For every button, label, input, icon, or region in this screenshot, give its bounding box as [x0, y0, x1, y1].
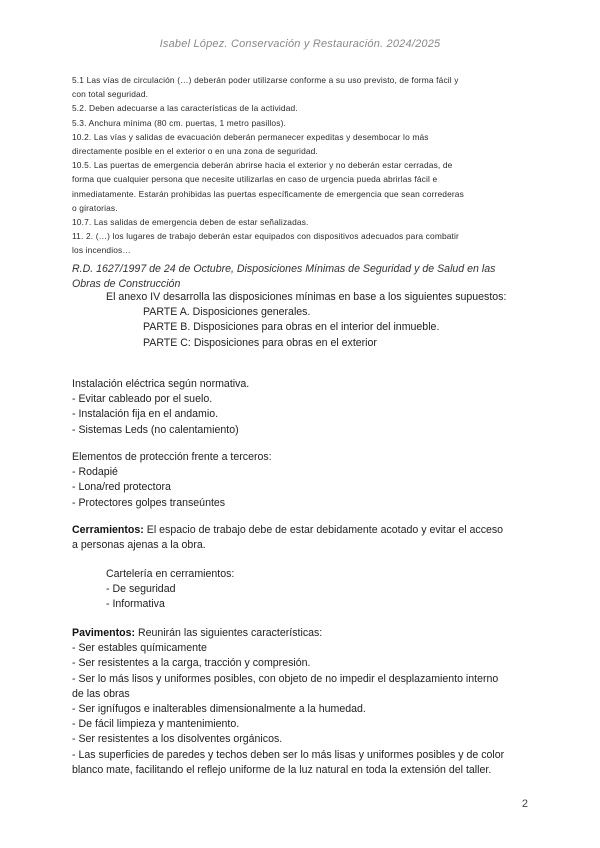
- page-number: 2: [521, 798, 528, 810]
- list-item: - Ser lo más lisos y uniformes posibles, con objeto de no impedir el desplazamiento interno: [72, 672, 499, 685]
- list-item: - Ser estables químicamente: [72, 642, 207, 655]
- parte-item: PARTE A. Disposiciones generales.: [143, 306, 311, 319]
- cerramientos-line: a personas ajenas a la obra.: [72, 539, 206, 552]
- rd-title-line: Obras de Construcción: [72, 278, 181, 290]
- rule-line: los incendios…: [72, 245, 131, 256]
- cerramientos-line: [72, 523, 532, 538]
- rule-line: 5.1 Las vías de circulación (…) deberán poder utilizarse conforme a su uso previsto, de forma fácil y: [72, 75, 459, 85]
- carteleria-title: Cartelería en cerramientos:: [106, 568, 235, 580]
- rule-line: forma que cualquier persona que necesite utilizarlas en caso de urgencia pueda abrirlas fácil e: [72, 174, 438, 185]
- list-item: - Rodapié: [72, 466, 118, 479]
- electrica-section: [72, 377, 532, 438]
- parte-item: PARTE C: Disposiciones para obras en el exterior: [143, 336, 377, 349]
- list-item: - Evitar cableado por el suelo.: [72, 393, 213, 406]
- list-item: - De seguridad: [106, 583, 176, 596]
- list-item: - Ser ignífugos e inalterables dimensionalmente a la humedad.: [72, 703, 366, 716]
- rules-block: [72, 73, 532, 258]
- pavimentos-label: Pavimentos:: [72, 627, 135, 639]
- pavimentos-intro: Reunirán las siguientes características:: [135, 627, 323, 639]
- parte-item: PARTE B. Disposiciones para obras en el interior del inmueble.: [143, 321, 440, 334]
- electrica-title: Instalación eléctrica según normativa.: [72, 378, 250, 390]
- pavimentos-section: [72, 626, 532, 778]
- list-item: - Lona/red protectora: [72, 481, 171, 494]
- rd-title-line: R.D. 1627/1997 de 24 de Octubre, Disposiciones Mínimas de Seguridad y de Salud en las: [72, 263, 496, 275]
- rule-line: 10.5. Las puertas de emergencia deberán abrirse hacia el exterior y no deberán estar cerradas, de: [72, 160, 453, 171]
- proteccion-title: Elementos de protección frente a terceros:: [72, 451, 272, 463]
- list-item: - Ser resistentes a la carga, tracción y compresión.: [72, 657, 311, 670]
- rule-line: 10.2. Las vías y salidas de evacuación deberán permanecer expeditas y desembocar lo más: [72, 131, 429, 142]
- rule-line: inmediatamente. Estarán prohibidas las puertas específicamente de emergencia que sean correderas: [72, 188, 464, 199]
- rule-line: 11. 2. (…) los lugares de trabajo deberán estar equipados con dispositivos adecuados para combatir: [72, 231, 459, 242]
- list-item: de las obras: [72, 687, 130, 700]
- rule-line: 10.7. Las salidas de emergencia deben de estar señalizadas.: [72, 217, 309, 228]
- list-item: - Protectores golpes transeúntes: [72, 496, 226, 509]
- list-item: - De fácil limpieza y mantenimiento.: [72, 718, 240, 731]
- rule-line: o giratorias.: [72, 202, 118, 213]
- rd-title: [72, 262, 542, 292]
- carteleria-section: [106, 567, 566, 613]
- pavimentos-heading: [72, 626, 532, 641]
- rule-line: directamente posible en el exterior o en una zona de seguridad.: [72, 146, 318, 157]
- anexo-block: [106, 290, 546, 351]
- anexo-intro: El anexo IV desarrolla las disposiciones mínimas en base a los siguientes supuestos:: [106, 291, 507, 303]
- list-item: - Sistemas Leds (no calentamiento): [72, 423, 239, 436]
- cerramientos-label: Cerramientos:: [72, 524, 144, 536]
- list-item: - Ser resistentes a los disolventes orgánicos.: [72, 733, 283, 746]
- list-item: - Informativa: [106, 598, 165, 611]
- cerramientos-text: El espacio de trabajo debe de estar debidamente acotado y evitar el acceso: [143, 524, 504, 536]
- list-item: - Las superficies de paredes y techos deben ser lo más lisas y uniformes posibles y de color: [72, 748, 505, 761]
- rule-line: con total seguridad.: [72, 89, 149, 100]
- list-item: blanco mate, facilitando el reflejo uniforme de la luz natural en toda la extensión del taller.: [72, 763, 492, 776]
- page-header: Isabel López. Conservación y Restauración. 2024/2025: [159, 38, 441, 50]
- rule-line: 5.2. Deben adecuarse a las características de la actividad.: [72, 103, 298, 114]
- list-item: - Instalación fija en el andamio.: [72, 408, 219, 421]
- cerramientos-section: [72, 523, 532, 553]
- rule-line: 5.3. Anchura mínima (80 cm. puertas, 1 metro pasillos).: [72, 117, 286, 128]
- proteccion-section: [72, 450, 532, 511]
